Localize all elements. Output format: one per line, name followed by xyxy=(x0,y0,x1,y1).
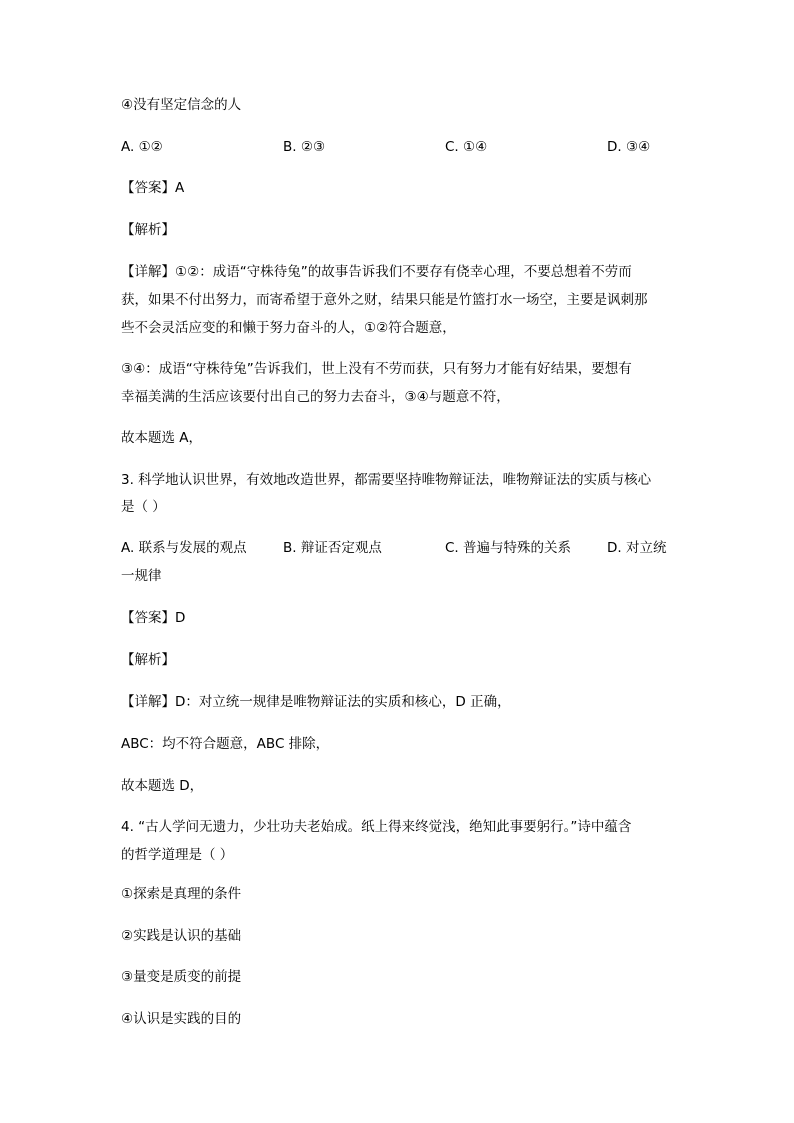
detail-text: 【详解】①②：成语“守株待兔”的故事告诉我们不要存有侥幸心理，不要总想着不劳而 xyxy=(121,264,632,280)
question-4-text: 4. “古人学问无遗力，少壮功夫老始成。纸上得来终觉浅，绝知此事要躬行。”诗中蕴含 xyxy=(121,819,632,835)
choice-b: B. ②③ xyxy=(283,139,326,155)
answer-line: 【答案】D xyxy=(121,610,186,626)
choice-d: D. ③④ xyxy=(607,139,651,155)
choice-c: C. 普遍与特殊的关系 xyxy=(445,540,572,556)
analysis-heading: 【解析】 xyxy=(121,222,175,238)
detail-text: ③④：成语“守株待兔”告诉我们，世上没有不劳而获，只有努力才能有好结果，要想有 xyxy=(121,361,632,377)
option-line: ③量变是质变的前提 xyxy=(121,969,242,985)
choice-d: D. 对立统 xyxy=(607,540,667,556)
option-line: ④没有坚定信念的人 xyxy=(121,97,242,113)
detail-text: ABC：均不符合题意，ABC 排除， xyxy=(121,736,330,752)
option-line: ②实践是认识的基础 xyxy=(121,928,242,944)
detail-text: 获，如果不付出努力，而寄希望于意外之财，结果只能是竹篮打水一场空，主要是讽刺那 xyxy=(121,292,648,308)
answer-line: 【答案】A xyxy=(121,180,185,196)
choice-b: B. 辩证否定观点 xyxy=(283,540,382,556)
choice-c: C. ①④ xyxy=(445,139,488,155)
choice-a: A. ①② xyxy=(121,139,163,155)
detail-conclusion: 故本题选 D， xyxy=(121,778,204,794)
option-line: ①探索是真理的条件 xyxy=(121,886,242,902)
question-3-text: 3. 科学地认识世界，有效地改造世界，都需要坚持唯物辩证法，唯物辩证法的实质与核心 xyxy=(121,472,652,488)
detail-text: 些不会灵活应变的和懒于努力奋斗的人，①②符合题意， xyxy=(121,320,456,336)
choice-a: A. 联系与发展的观点 xyxy=(121,540,247,556)
detail-text: 幸福美满的生活应该要付出自己的努力去奋斗，③④与题意不符， xyxy=(121,389,510,405)
detail-conclusion: 故本题选 A， xyxy=(121,430,203,446)
analysis-heading: 【解析】 xyxy=(121,652,175,668)
option-line: ④认识是实践的目的 xyxy=(121,1011,242,1027)
question-3-text: 是（ ） xyxy=(121,499,166,515)
choice-d-continuation: 一规律 xyxy=(121,568,162,584)
detail-text: 【详解】D：对立统一规律是唯物辩证法的实质和核心，D 正确， xyxy=(121,694,511,710)
question-4-text: 的哲学道理是（ ） xyxy=(121,847,234,863)
